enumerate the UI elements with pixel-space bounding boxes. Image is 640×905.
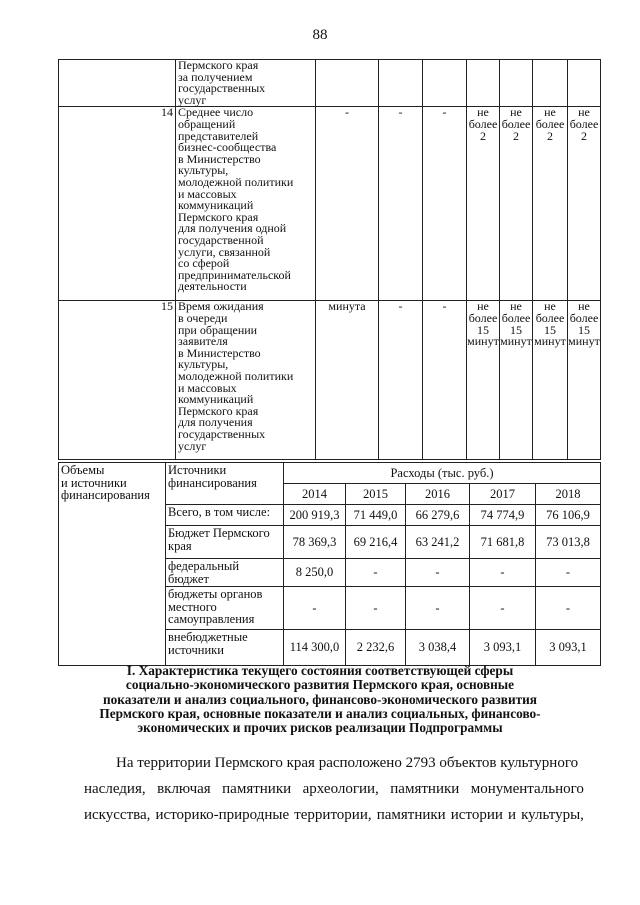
year-header: 2014 bbox=[284, 484, 346, 505]
word: памятники bbox=[376, 807, 446, 823]
amount-cell: 8 250,0 bbox=[284, 559, 346, 587]
indicator-name: Среднее число обращений представителей бизнес-сообщества в Министерство культуры, молодежной политики и массовых коммуникаций Пермского края для получения одной государственной услуги, связанной со сферой предпринимательской деятельности bbox=[176, 107, 316, 301]
word: культуры, bbox=[521, 807, 584, 823]
section-heading: I. Характеристика текущего состояния соответствующей сферы социально-экономического развития Пермского края, основные показатели и анализ социального, финансово-экономического развития Пермского края, основные показатели и анализ социальных, финансово- экономических и прочих рисков реализации Подпрограммы bbox=[99, 663, 541, 736]
word: истории bbox=[450, 807, 503, 823]
source-label: федеральный бюджет bbox=[166, 559, 284, 587]
amount-cell: 66 279,6 bbox=[406, 505, 470, 526]
target-cell: не более 2 bbox=[568, 107, 601, 301]
year-header: 2018 bbox=[536, 484, 601, 505]
word: памятники bbox=[390, 781, 460, 797]
source-label: бюджеты органов местного самоуправления bbox=[166, 587, 284, 630]
amount-cell: 71 449,0 bbox=[346, 505, 406, 526]
amount-cell: - bbox=[346, 587, 406, 630]
amount-cell: 3 093,1 bbox=[536, 630, 601, 666]
source-header: Источники финансирования bbox=[166, 463, 284, 505]
word: наследия, bbox=[84, 781, 146, 797]
amount-cell: 2 232,6 bbox=[346, 630, 406, 666]
word: и bbox=[507, 807, 516, 823]
value-cell: - bbox=[423, 301, 467, 460]
amount-cell: 73 013,8 bbox=[536, 526, 601, 559]
body-paragraph: На территории Пермского края расположено 2793 объектов культурного наследия, включая памятники археологии, памятники монументального искусства, историко-природные территории, памятники истории и культуры, bbox=[84, 750, 584, 828]
target-cell: не более 2 bbox=[533, 107, 568, 301]
year-header: 2017 bbox=[470, 484, 536, 505]
amount-cell: 3 093,1 bbox=[470, 630, 536, 666]
year-header: 2016 bbox=[406, 484, 470, 505]
word: искусства, bbox=[84, 807, 151, 823]
amount-cell: 78 369,3 bbox=[284, 526, 346, 559]
unit-cell: минута bbox=[316, 301, 379, 460]
target-cell: не более 15 минут bbox=[500, 301, 533, 460]
target-cell: не более 2 bbox=[500, 107, 533, 301]
indicators-table bbox=[58, 59, 601, 460]
amount-cell: 74 774,9 bbox=[470, 505, 536, 526]
row-cont-name: Пермского края за получением государственных услуг bbox=[176, 60, 316, 107]
table-row bbox=[59, 60, 601, 107]
word: монументального bbox=[470, 781, 584, 797]
amount-cell: 200 919,3 bbox=[284, 505, 346, 526]
value-cell: - bbox=[423, 107, 467, 301]
source-label: Бюджет Пермского края bbox=[166, 526, 284, 559]
table-row bbox=[59, 301, 601, 460]
word: территории, bbox=[294, 807, 372, 823]
amount-cell: - bbox=[284, 587, 346, 630]
amount-cell: 76 106,9 bbox=[536, 505, 601, 526]
amount-cell: - bbox=[346, 559, 406, 587]
target-cell: не более 15 минут bbox=[467, 301, 500, 460]
word: памятники bbox=[222, 781, 292, 797]
target-cell: не более 15 минут bbox=[533, 301, 568, 460]
amount-cell: - bbox=[406, 587, 470, 630]
word: археологии, bbox=[302, 781, 379, 797]
amount-cell: - bbox=[470, 559, 536, 587]
amount-cell: 114 300,0 bbox=[284, 630, 346, 666]
amount-cell: 63 241,2 bbox=[406, 526, 470, 559]
table-row bbox=[59, 463, 601, 484]
amount-cell: - bbox=[536, 559, 601, 587]
target-cell: не более 2 bbox=[467, 107, 500, 301]
target-cell: не более 15 минут bbox=[568, 301, 601, 460]
row-number: 15 bbox=[59, 301, 176, 460]
value-cell: - bbox=[379, 301, 423, 460]
amount-cell: - bbox=[470, 587, 536, 630]
word: историко-природные bbox=[155, 807, 290, 823]
unit-cell: - bbox=[316, 107, 379, 301]
amount-cell: - bbox=[406, 559, 470, 587]
table-row bbox=[59, 107, 601, 301]
word: включая bbox=[157, 781, 211, 797]
source-label: внебюджетные источники bbox=[166, 630, 284, 666]
financing-label: Объемы и источники финансирования bbox=[59, 463, 166, 666]
amount-cell: 71 681,8 bbox=[470, 526, 536, 559]
amount-cell: - bbox=[536, 587, 601, 630]
financing-table bbox=[58, 462, 601, 666]
expenses-header: Расходы (тыс. руб.) bbox=[284, 463, 601, 484]
amount-cell: 3 038,4 bbox=[406, 630, 470, 666]
value-cell: - bbox=[379, 107, 423, 301]
amount-cell: 69 216,4 bbox=[346, 526, 406, 559]
page-number: 88 bbox=[312, 27, 328, 43]
row-number: 14 bbox=[59, 107, 176, 301]
indicator-name: Время ожидания в очереди при обращении заявителя в Министерство культуры, молодежной политики и массовых коммуникаций Пермского края для получения государственных услуг bbox=[176, 301, 316, 460]
year-header: 2015 bbox=[346, 484, 406, 505]
source-label: Всего, в том числе: bbox=[166, 505, 284, 526]
